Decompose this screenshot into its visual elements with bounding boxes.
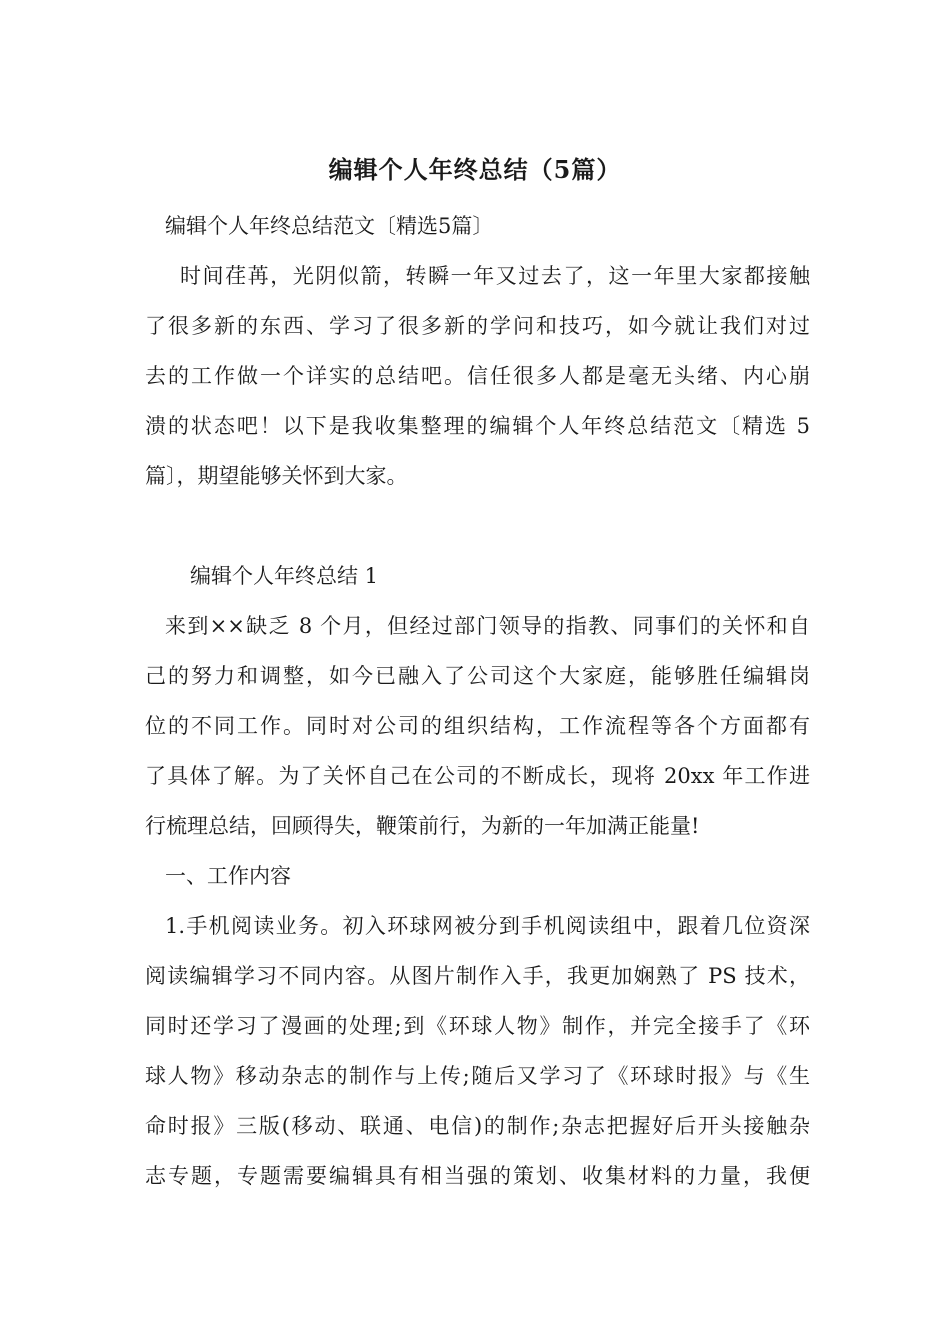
intro-line-3: 去的工作做一个详实的总结吧。信任很多人都是毫无头绪、内心崩 (145, 364, 810, 388)
intro-line-5: 篇〕，期望能够关怀到大家。 (145, 464, 408, 488)
section-line-2: 己的努力和调整，如今已融入了公司这个大家庭，能够胜任编辑岗 (145, 664, 810, 688)
document-subtitle: 编辑个人年终总结范文〔精选5篇〕 (165, 214, 494, 238)
section-line-5: 行梳理总结，回顾得失，鞭策前行，为新的一年加满正能量! (145, 814, 700, 838)
section-line-1: 来到××缺乏 8 个月，但经过部门领导的指教、同事们的关怀和自 (165, 614, 810, 638)
intro-line-4: 溃的状态吧！以下是我收集整理的编辑个人年终总结范文〔精选 5 (145, 414, 810, 438)
item-line-4: 球人物》移动杂志的制作与上传;随后又学习了《环球时报》与《生 (145, 1064, 810, 1088)
section-line-3: 位的不同工作。同时对公司的组织结构，工作流程等各个方面都有 (145, 714, 810, 738)
item-line-1: 1.手机阅读业务。初入环球网被分到手机阅读组中，跟着几位资深 (165, 914, 810, 938)
item-line-2: 阅读编辑学习不同内容。从图片制作入手，我更加娴熟了 PS 技术， (145, 964, 810, 988)
item-line-5: 命时报》三版(移动、联通、电信)的制作;杂志把握好后开头接触杂 (145, 1114, 810, 1138)
section-line-4: 了具体了解。为了关怀自己在公司的不断成长，现将 20xx 年工作进 (145, 764, 810, 788)
intro-line-2: 了很多新的东西、学习了很多新的学问和技巧，如今就让我们对过 (145, 314, 810, 338)
document-title: 编辑个人年终总结（5篇） (328, 155, 622, 184)
content-subheading: 一、工作内容 (165, 864, 291, 888)
item-line-3: 同时还学习了漫画的处理;到《环球人物》制作，并完全接手了《环 (145, 1014, 810, 1038)
intro-line-1: 时间荏苒，光阴似箭，转瞬一年又过去了，这一年里大家都接触 (180, 264, 810, 288)
section-heading: 编辑个人年终总结 1 (190, 564, 379, 588)
item-line-6: 志专题，专题需要编辑具有相当强的策划、收集材料的力量，我便 (145, 1164, 810, 1188)
